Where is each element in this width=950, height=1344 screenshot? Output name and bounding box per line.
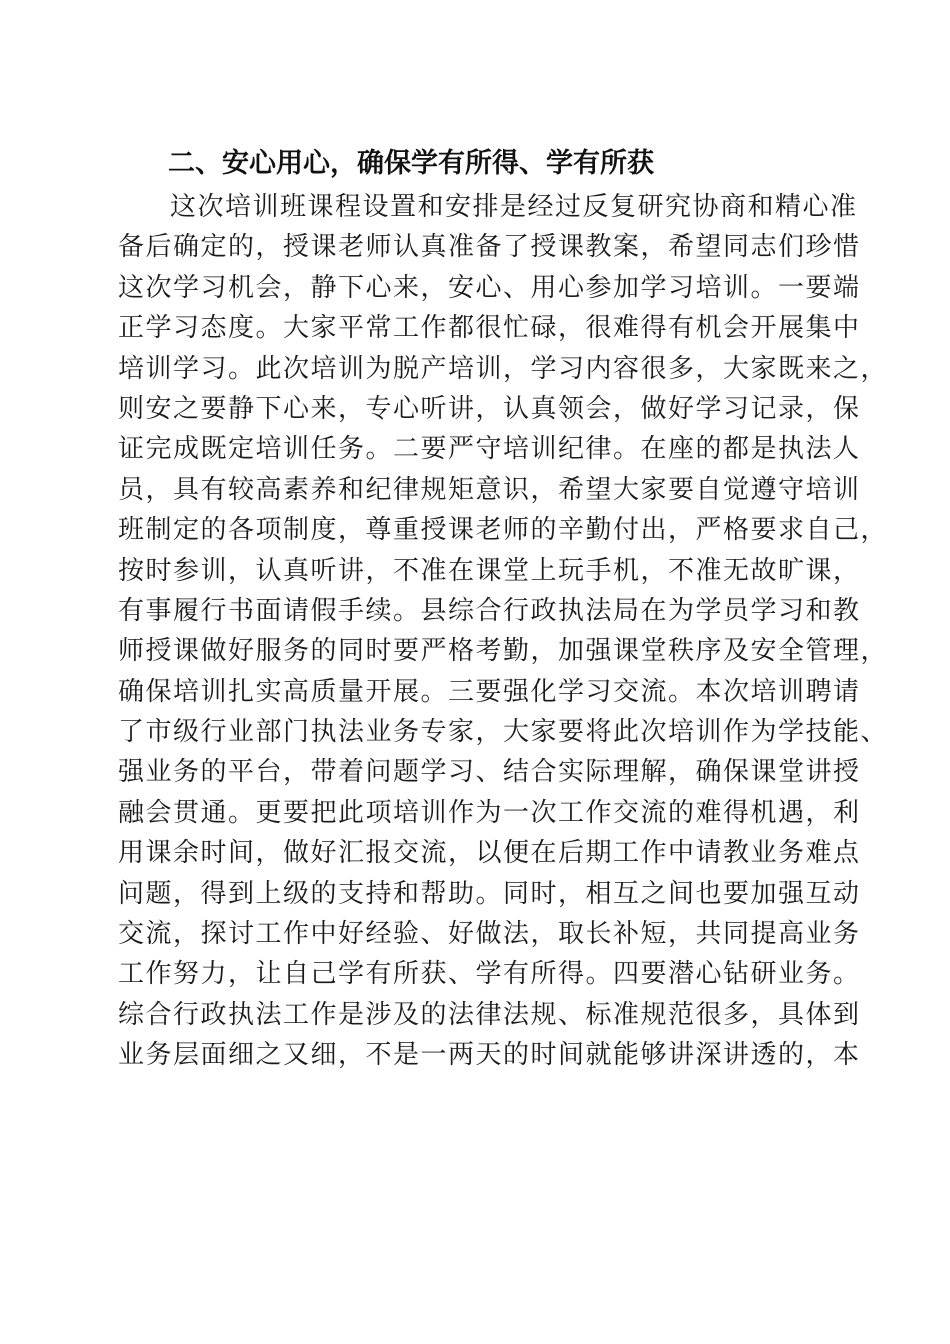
- text-line: 业务层面细之又细，不是一两天的时间就能够讲深讲透的，本: [118, 1040, 861, 1071]
- text-line: 班制定的各项制度，尊重授课老师的辛勤付出，严格要求自己，: [118, 515, 889, 546]
- text-line: 培训学习。此次培训为脱产培训，学习内容很多，大家既来之，: [118, 353, 889, 384]
- section-heading: 二、安心用心，确保学有所得、学有所获: [168, 148, 654, 179]
- text-line: 了市级行业部门执法业务专家，大家要将此次培训作为学技能、: [118, 717, 889, 748]
- text-line: 证完成既定培训任务。二要严守培训纪律。在座的都是执法人: [118, 434, 861, 465]
- text-line: 师授课做好服务的同时要严格考勤，加强课堂秩序及安全管理，: [118, 636, 889, 667]
- text-line: 这次培训班课程设置和安排是经过反复研究协商和精心准: [170, 192, 858, 222]
- text-line: 按时参训，认真听讲，不准在课堂上玩手机，不准无故旷课，: [118, 555, 861, 586]
- text-line: 则安之要静下心来，专心听讲，认真领会，做好学习记录，保: [118, 393, 861, 424]
- text-line: 确保培训扎实高质量开展。三要强化学习交流。本次培训聘请: [118, 676, 861, 707]
- text-line: 问题，得到上级的支持和帮助。同时，相互之间也要加强互动: [118, 878, 861, 909]
- text-line: 正学习态度。大家平常工作都很忙碌，很难得有机会开展集中: [118, 313, 861, 344]
- text-line: 融会贯通。更要把此项培训作为一次工作交流的难得机遇，利: [118, 797, 861, 828]
- text-line: 强业务的平台，带着问题学习、结合实际理解，确保课堂讲授: [118, 757, 861, 788]
- text-line: 用课余时间，做好汇报交流，以便在后期工作中请教业务难点: [118, 838, 861, 869]
- text-line: 综合行政执法工作是涉及的法律法规、标准规范很多，具体到: [118, 999, 861, 1030]
- text-line: 备后确定的，授课老师认真准备了授课教案，希望同志们珍惜: [118, 232, 861, 263]
- text-line: 工作努力，让自己学有所获、学有所得。四要潜心钻研业务。: [118, 959, 861, 990]
- text-line: 员，具有较高素养和纪律规矩意识，希望大家要自觉遵守培训: [118, 474, 861, 505]
- body-paragraph: [118, 187, 889, 1076]
- text-line: 有事履行书面请假手续。县综合行政执法局在为学员学习和教: [118, 595, 861, 626]
- text-line: 交流，探讨工作中好经验、好做法，取长补短，共同提高业务: [118, 919, 861, 950]
- text-line: 这次学习机会，静下心来，安心、用心参加学习培训。一要端: [118, 272, 861, 303]
